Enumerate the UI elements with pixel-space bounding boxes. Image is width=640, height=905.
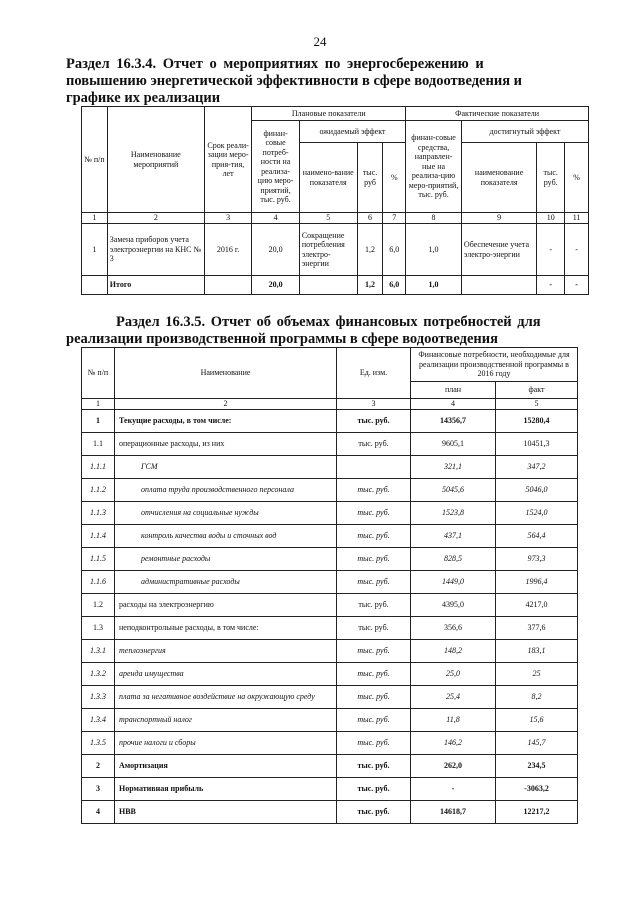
row-num: 1 <box>82 224 108 276</box>
column-number-row <box>82 399 578 410</box>
row-exp-pct: 6,0 <box>383 224 406 276</box>
header-actual: Фактические показатели <box>406 107 589 121</box>
row-name: транспортный налог <box>115 708 337 731</box>
table-row <box>82 616 578 639</box>
row-num: 1.1.2 <box>82 478 115 501</box>
row-num: 2 <box>82 754 115 777</box>
table-row <box>82 639 578 662</box>
row-unit: тыс. руб. <box>337 731 411 754</box>
row-unit: тыс. руб. <box>337 800 411 823</box>
total-exp-name <box>299 276 357 295</box>
row-fact: 145,7 <box>496 731 578 754</box>
col-number: 8 <box>406 213 462 224</box>
row-name: контроль качества воды и сточных вод <box>115 524 337 547</box>
table-row <box>82 455 578 478</box>
col-number: 1 <box>82 399 115 410</box>
col-number: 7 <box>383 213 406 224</box>
row-unit: тыс. руб. <box>337 662 411 685</box>
total-ach-pct: - <box>565 276 589 295</box>
row-fact: 1996,4 <box>496 570 578 593</box>
table-row <box>82 593 578 616</box>
row-plan: 1523,8 <box>411 501 496 524</box>
row-name: плата за негативное воздействие на окружающую среду <box>115 685 337 708</box>
header-ach-pct: % <box>565 143 589 213</box>
col-number: 11 <box>565 213 589 224</box>
row-name: аренда имущества <box>115 662 337 685</box>
row-name: отчисления на социальные нужды <box>115 501 337 524</box>
row-unit: тыс. руб. <box>337 777 411 800</box>
table-row <box>82 708 578 731</box>
row-num: 1.1.5 <box>82 547 115 570</box>
row-exp-name: Сокращение потребления электро-энергии <box>299 224 357 276</box>
row-unit: тыс. руб. <box>337 570 411 593</box>
section-16-3-4-heading <box>66 56 574 107</box>
header-fact-fin: финан-совые средства, направлен-ные на реализа-цию меро-приятий, тыс. руб. <box>406 121 462 213</box>
col-number: 3 <box>337 399 411 410</box>
row-name: Амортизация <box>115 754 337 777</box>
row-num: 1.3 <box>82 616 115 639</box>
total-ach-tr: - <box>537 276 565 295</box>
row-unit: тыс. руб. <box>337 754 411 777</box>
header-term: Срок реали-зации меро-прия-тия, лет <box>204 107 251 213</box>
table-row <box>82 224 589 276</box>
row-fact: 377,6 <box>496 616 578 639</box>
total-term <box>204 276 251 295</box>
row-num: 1.1.6 <box>82 570 115 593</box>
table-row <box>82 409 578 432</box>
row-name: Текущие расходы, в том числе: <box>115 409 337 432</box>
row-plan: - <box>411 777 496 800</box>
heading-line: реализации производственной программы в сфере водоотведения <box>66 331 498 347</box>
row-unit: тыс. руб. <box>337 639 411 662</box>
financial-needs-table <box>81 347 578 824</box>
heading-line: повышению энергетической эффективности в сфере водоотведения и <box>66 73 523 89</box>
row-ach-tr: - <box>537 224 565 276</box>
row-plan: 828,5 <box>411 547 496 570</box>
col-number: 9 <box>461 213 536 224</box>
row-fact: 234,5 <box>496 754 578 777</box>
heading-line: Раздел 16.3.5. Отчет об объемах финансовых потребностей для <box>116 314 541 330</box>
row-plan: 356,6 <box>411 616 496 639</box>
row-unit: тыс. руб. <box>337 708 411 731</box>
table-row <box>82 478 578 501</box>
row-plan: 262,0 <box>411 754 496 777</box>
row-term: 2016 г. <box>204 224 251 276</box>
header-plan: план <box>411 382 496 399</box>
row-unit: тыс. руб. <box>337 432 411 455</box>
row-unit: тыс. руб. <box>337 616 411 639</box>
row-num: 1.3.2 <box>82 662 115 685</box>
row-fact-fin: 1,0 <box>406 224 462 276</box>
row-name: теплоэнергия <box>115 639 337 662</box>
row-plan: 148,2 <box>411 639 496 662</box>
column-number-row <box>82 213 589 224</box>
table-row <box>82 777 578 800</box>
header-unit: Ед. изм. <box>337 348 411 399</box>
col-number: 2 <box>115 399 337 410</box>
col-number: 5 <box>299 213 357 224</box>
row-unit: тыс. руб. <box>337 524 411 547</box>
energy-saving-table <box>81 106 589 295</box>
row-plan: 14618,7 <box>411 800 496 823</box>
total-fact-fin: 1,0 <box>406 276 462 295</box>
header-fact: факт <box>496 382 578 399</box>
table-row <box>82 547 578 570</box>
row-exp-tr: 1,2 <box>357 224 383 276</box>
header-ach-tr: тыс. руб. <box>537 143 565 213</box>
header-planned: Плановые показатели <box>252 107 406 121</box>
row-num: 1.3.1 <box>82 639 115 662</box>
row-unit: тыс. руб. <box>337 593 411 616</box>
table-row <box>82 754 578 777</box>
row-num: 1.1.3 <box>82 501 115 524</box>
header-achieved-effect: достигнутый эффект <box>461 121 588 143</box>
heading-line: Раздел 16.3.4. Отчет о мероприятиях по энергосбережению и <box>66 56 484 72</box>
header-ach-name: наименование показателя <box>461 143 536 213</box>
total-row <box>82 276 589 295</box>
col-number: 4 <box>252 213 299 224</box>
row-unit: тыс. руб. <box>337 547 411 570</box>
row-name: административные расходы <box>115 570 337 593</box>
row-fact: 15,6 <box>496 708 578 731</box>
row-name: ГСМ <box>115 455 337 478</box>
row-ach-pct: - <box>565 224 589 276</box>
row-num: 1.3.4 <box>82 708 115 731</box>
row-fact: 183,1 <box>496 639 578 662</box>
col-number: 10 <box>537 213 565 224</box>
row-plan: 9605,1 <box>411 432 496 455</box>
row-plan: 14356,7 <box>411 409 496 432</box>
total-num <box>82 276 108 295</box>
row-fact: 347,2 <box>496 455 578 478</box>
row-unit <box>337 455 411 478</box>
header-expected-effect: ожидаемый эффект <box>299 121 405 143</box>
row-plan: 25,0 <box>411 662 496 685</box>
row-name: прочие налоги и сборы <box>115 731 337 754</box>
table-row <box>82 570 578 593</box>
total-exp-pct: 6,0 <box>383 276 406 295</box>
row-num: 1.3.3 <box>82 685 115 708</box>
row-plan-fin: 20,0 <box>252 224 299 276</box>
total-exp-tr: 1,2 <box>357 276 383 295</box>
row-num: 1 <box>82 409 115 432</box>
header-name: Наименование мероприятий <box>107 107 204 213</box>
row-plan: 437,1 <box>411 524 496 547</box>
header-exp-name: наимено-вание показателя <box>299 143 357 213</box>
table-row <box>82 524 578 547</box>
table-row <box>82 731 578 754</box>
row-name: оплата труда производственного персонала <box>115 478 337 501</box>
row-num: 1.3.5 <box>82 731 115 754</box>
row-num: 1.2 <box>82 593 115 616</box>
row-fact: 5046,0 <box>496 478 578 501</box>
row-name: операционные расходы, из них <box>115 432 337 455</box>
row-unit: тыс. руб. <box>337 409 411 432</box>
row-fact: 25 <box>496 662 578 685</box>
row-ach-name: Обеспечение учета электро-энергии <box>461 224 536 276</box>
row-name: Замена приборов учета электроэнергии на КНС № 3 <box>107 224 204 276</box>
col-number: 4 <box>411 399 496 410</box>
row-num: 4 <box>82 800 115 823</box>
row-plan: 25,4 <box>411 685 496 708</box>
row-unit: тыс. руб. <box>337 501 411 524</box>
row-fact: 15280,4 <box>496 409 578 432</box>
row-plan: 1449,0 <box>411 570 496 593</box>
table-row <box>82 501 578 524</box>
col-number: 3 <box>204 213 251 224</box>
header-name: Наименование <box>115 348 337 399</box>
row-fact: 1524,0 <box>496 501 578 524</box>
row-num: 3 <box>82 777 115 800</box>
row-num: 1.1 <box>82 432 115 455</box>
row-fact: 564,4 <box>496 524 578 547</box>
row-fact: 8,2 <box>496 685 578 708</box>
header-num: № п/п <box>82 107 108 213</box>
col-number: 1 <box>82 213 108 224</box>
row-fact: 973,3 <box>496 547 578 570</box>
header-exp-tr: тыс. руб <box>357 143 383 213</box>
row-fact: 10451,3 <box>496 432 578 455</box>
row-fact: 4217,0 <box>496 593 578 616</box>
page-number: 24 <box>313 34 327 49</box>
table-row <box>82 662 578 685</box>
row-name: неподконтрольные расходы, в том числе: <box>115 616 337 639</box>
row-name: Нормативная прибыль <box>115 777 337 800</box>
row-name: расходы на электроэнергию <box>115 593 337 616</box>
header-fin-needs: Финансовые потребности, необходимые для реализации производственной программы в 2016 году <box>411 348 578 382</box>
row-plan: 146,2 <box>411 731 496 754</box>
row-unit: тыс. руб. <box>337 685 411 708</box>
header-plan-fin: финан-совые потреб-ности на реализа-цию меро-приятий, тыс. руб. <box>252 121 299 213</box>
col-number: 2 <box>107 213 204 224</box>
row-num: 1.1.4 <box>82 524 115 547</box>
row-plan: 5045,6 <box>411 478 496 501</box>
total-ach-name <box>461 276 536 295</box>
col-number: 6 <box>357 213 383 224</box>
table-row <box>82 685 578 708</box>
row-name: ремонтные расходы <box>115 547 337 570</box>
total-plan-fin: 20,0 <box>252 276 299 295</box>
total-label: Итого <box>107 276 204 295</box>
table-row <box>82 800 578 823</box>
table-row <box>82 432 578 455</box>
row-plan: 4395,0 <box>411 593 496 616</box>
row-unit: тыс. руб. <box>337 478 411 501</box>
row-fact: 12217,2 <box>496 800 578 823</box>
row-num: 1.1.1 <box>82 455 115 478</box>
header-num: № п/п <box>82 348 115 399</box>
row-plan: 11,8 <box>411 708 496 731</box>
header-exp-pct: % <box>383 143 406 213</box>
col-number: 5 <box>496 399 578 410</box>
row-name: НВВ <box>115 800 337 823</box>
heading-line: графике их реализации <box>66 90 221 106</box>
row-fact: -3063,2 <box>496 777 578 800</box>
row-plan: 321,1 <box>411 455 496 478</box>
section-16-3-5-heading <box>66 314 574 348</box>
